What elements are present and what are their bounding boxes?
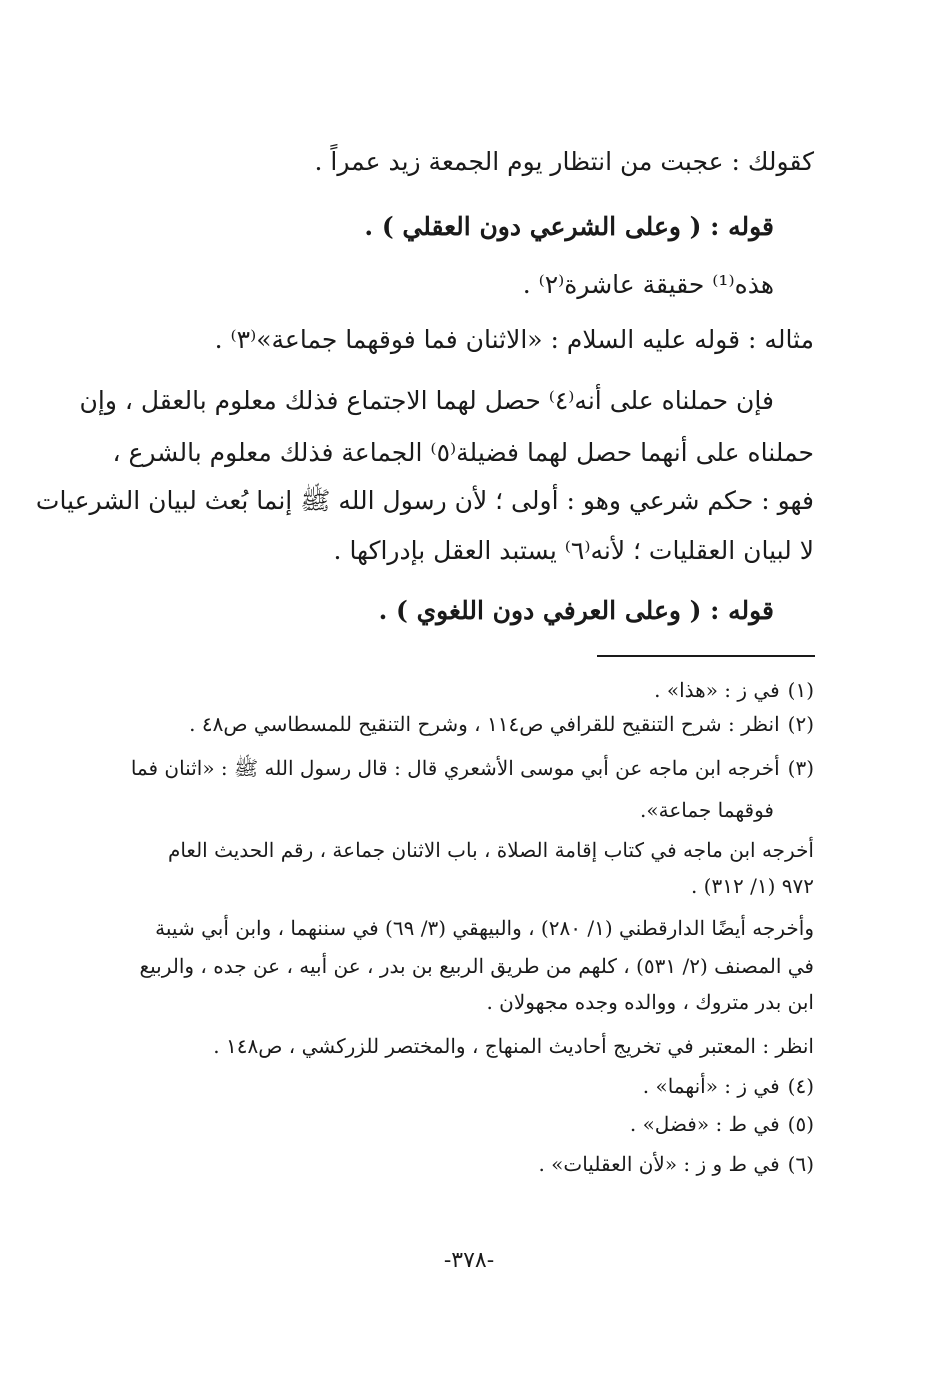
footnote-3-cont-4: وأخرجه أيضًا الدارقطني (١/ ٢٨٠) ، والبيهقي (٣/ ٦٩) في سننهما ، وابن أبي شيبة xyxy=(155,916,814,940)
body-line-4: مثاله : قوله عليه السلام : «الاثنان فما فوقهما جماعة»⁽٣⁾ . xyxy=(214,325,814,354)
body-line-7: فهو : حكم شرعي وهو : أولى ؛ لأن رسول الله ﷺ إنما بُعث لبيان الشرعيات xyxy=(35,486,814,515)
footnote-text: في ز : «أنهما» . xyxy=(642,1074,780,1098)
footnote-3 xyxy=(124,754,814,786)
footnote-text: انظر : شرح التنقيح للقرافي ص١١٤ ، وشرح التنقيح للمسطاسي ص٤٨ . xyxy=(189,712,780,736)
footnote-text: في ز : «هذا» . xyxy=(654,678,780,702)
footnote-text: في ط و ز : «لأن العقليات» . xyxy=(538,1152,780,1176)
footnote-text: أخرجه ابن ماجه عن أبي موسى الأشعري قال : قال رسول الله ﷺ : «اثنان فما xyxy=(130,756,780,780)
footnote-6 xyxy=(124,1150,814,1182)
footnote-number: (٣) xyxy=(787,756,814,780)
footnote-3-cont-1: فوقهما جماعة». xyxy=(640,798,774,822)
footnote-number: (٤) xyxy=(787,1074,814,1098)
footnote-4 xyxy=(124,1072,814,1104)
footnote-number: (٦) xyxy=(787,1152,814,1176)
footnote-3-cont-6: ابن بدر متروك ، ووالده وجده مجهولان . xyxy=(486,990,814,1014)
body-line-1: كقولك : عجبت من انتظار يوم الجمعة زيد عمراً . xyxy=(314,147,814,176)
footnote-3-cont-3: ٩٧٢ (١/ ٣١٢) . xyxy=(690,874,814,898)
footnote-text: في ط : «فضل» . xyxy=(629,1112,780,1136)
body-line-3: هذه⁽¹⁾ حقيقة عاشرة⁽٢⁾ . xyxy=(522,270,774,299)
footnote-number: (٥) xyxy=(787,1112,814,1136)
body-line-8: لا لبيان العقليات ؛ لأنه⁽٦⁾ يستبد العقل بإدراكها . xyxy=(333,536,814,565)
body-heading-1: قوله : ( وعلى الشرعي دون العقلي ) . xyxy=(364,212,774,241)
footnote-5 xyxy=(124,1110,814,1142)
footnote-2 xyxy=(124,710,814,742)
body-line-5: فإن حملناه على أنه⁽٤⁾ حصل لهما الاجتماع فذلك معلوم بالعقل ، وإن xyxy=(79,386,774,415)
footnote-1 xyxy=(124,676,814,708)
footnote-3-cont-7: انظر : المعتبر في تخريج أحاديث المنهاج ، والمختصر للزركشي ، ص١٤٨ . xyxy=(213,1034,814,1058)
body-line-6: حملناه على أنهما حصل لهما فضيلة⁽٥⁾ الجماعة فذلك معلوم بالشرع ، xyxy=(112,438,814,467)
footnote-number: (١) xyxy=(787,678,814,702)
footnote-3-cont-2: أخرجه ابن ماجه في كتاب إقامة الصلاة ، باب الاثنان جماعة ، رقم الحديث العام xyxy=(167,838,814,862)
body-heading-2: قوله : ( وعلى العرفي دون اللغوي ) . xyxy=(378,596,774,625)
page-number: -٣٧٨- xyxy=(443,1248,495,1273)
footnote-number: (٢) xyxy=(787,712,814,736)
footnote-separator xyxy=(597,655,815,657)
footnote-3-cont-5: في المصنف (٢/ ٥٣١) ، كلهم من طريق الربيع بن بدر ، عن أبيه ، عن جده ، والربيع xyxy=(139,954,814,978)
